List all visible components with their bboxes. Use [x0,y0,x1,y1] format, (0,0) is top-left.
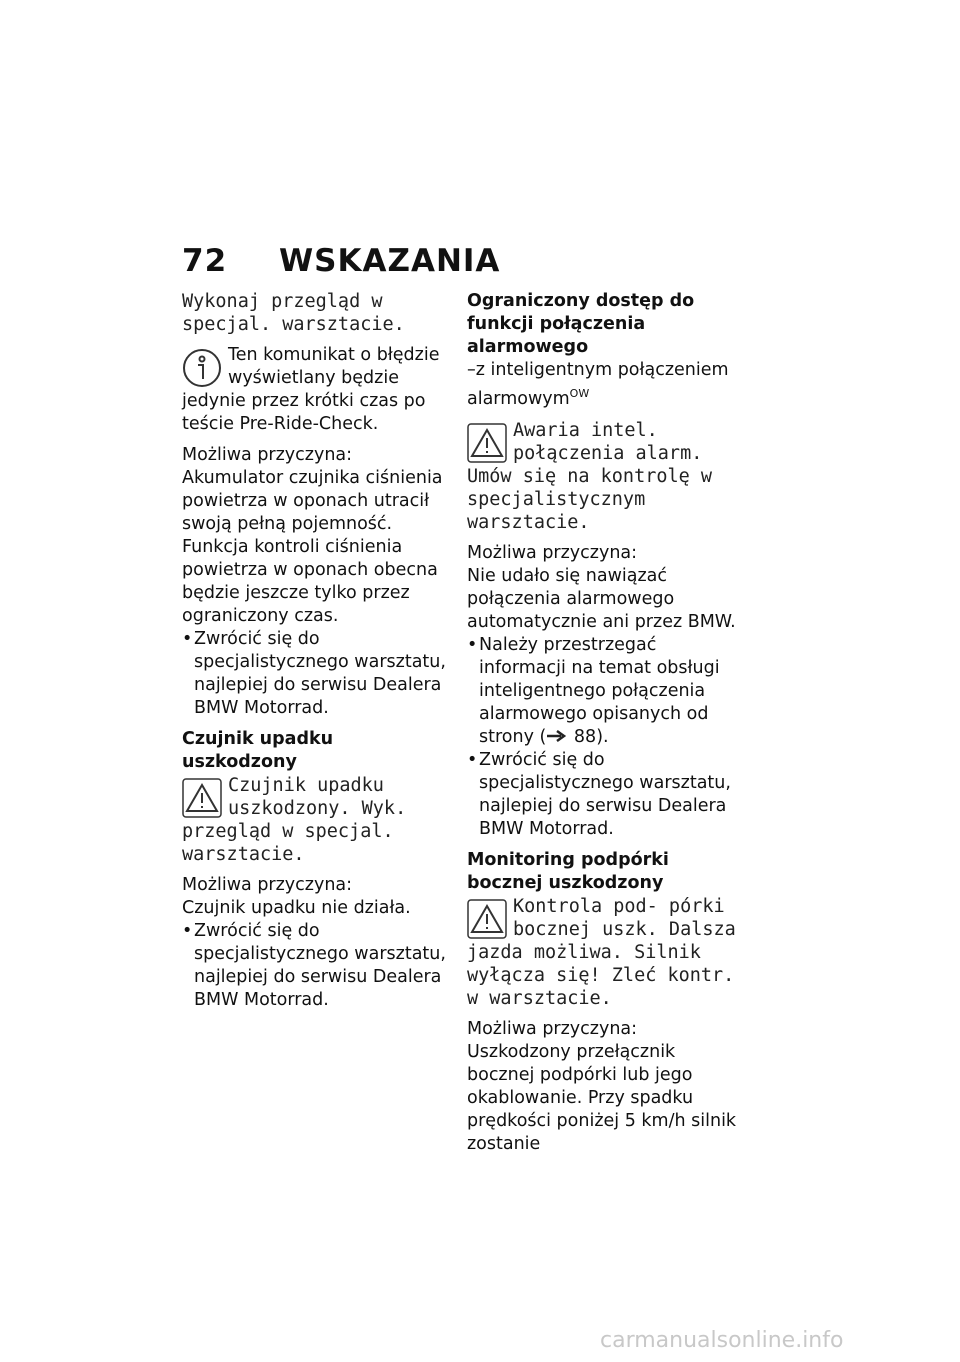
right-column [467,290,747,1156]
section-heading: Monitoring podpórki bocznej uszkodzony [467,849,669,893]
equipment-text: –z inteligentnym połączeniem alarmowym [467,360,729,409]
warning-message [467,895,747,1010]
warning-triangle-icon [182,778,222,818]
bullet-item: • Zwrócić się do specjalistycznego warsztatu, najlepiej do serwisu Dealera BMW Motorrad. [182,628,452,720]
section-heading: Ograniczony dostęp do funkcji połączenia alarmowego [467,291,695,357]
bullet-text: Należy przestrzegać informacji na temat obsługi inteligentnego połączenia alarmowego opisanych od strony [479,634,720,747]
left-column [182,290,452,1012]
section-heading: Czujnik upadku uszkodzony [182,729,334,772]
warning-message [467,419,747,534]
equipment-note [467,359,747,411]
cause-text: Uszkodzony przełącznik bocznej podpórki lub jego okablowanie. Przy spadku prędkości poniżej 5 km/h silnik zostanie [467,1041,737,1154]
display-message: Awaria intel. połączenia alarm. Umów się na kontrolę w specjalistycznym warsztacie. [467,419,713,533]
display-message: Czujnik upadku uszkodzony. Wyk. przegląd w specjal. warsztacie. [182,775,407,865]
cause-label: Możliwa przyczyna: [467,542,638,563]
watermark: carmanualsonline.info [600,1328,844,1353]
cause-text: Czujnik upadku nie działa. [182,898,411,918]
bullet-item: • Zwrócić się do specjalistycznego warsztatu, najlepiej do serwisu Dealera BMW Motorrad. [182,920,452,1012]
warning-triangle-icon [467,423,507,463]
cause-label: Możliwa przyczyna: [467,1018,638,1039]
display-message: Kontrola pod- pórki bocznej uszk. Dalsza jazda możliwa. Silnik wyłącza się! Zleć kontr. w warsztacie. [467,895,736,1009]
section-title: WSKAZANIA [278,243,501,279]
cause-label: Możliwa przyczyna: [182,875,353,895]
display-message: Wykonaj przegląd w specjal. warsztacie. [182,291,405,335]
cause-text: Nie udało się nawiązać połączenia alarmowego automatycznie ani przez BMW. [467,565,736,632]
cause-label: Możliwa przyczyna: [182,445,353,465]
bullet-item: • Zwrócić się do specjalistycznego warsztatu, najlepiej do serwisu Dealera BMW Motorrad. [467,749,747,841]
info-text: Ten komunikat o błędzie wyświetlany będzie jedynie przez krótki czas po teście Pre-Ride-Check. [182,345,440,434]
cause-text: Akumulator czujnika ciśnienia powietrza w oponach utracił swoją pełną pojemność. Funkcja kontroli ciśnienia powietrza w oponach obecna będzie jeszcze tylko przez ograniczony czas. [182,468,443,626]
bullet-item: • Należy przestrzegać informacji na temat obsługi inteligentnego połączenia alarmowego opisanych od strony ( 88). [467,634,747,749]
page-header [182,243,500,279]
page-reference: 88). [573,726,609,747]
warning-message [182,774,452,866]
warning-triangle-icon [467,899,507,939]
page-number: 72 [182,243,228,279]
info-icon [182,348,222,388]
equipment-code: OW [569,387,590,400]
page-ref-arrow-icon [546,730,568,742]
info-note [182,344,452,436]
